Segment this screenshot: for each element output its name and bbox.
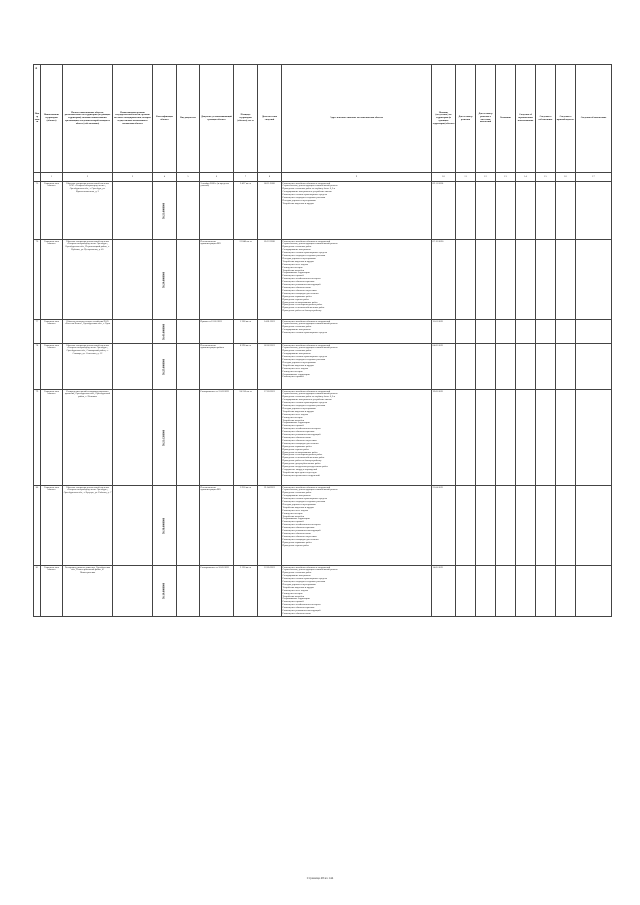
restriction-item: Посадка деревьев и кустарников	[282, 256, 316, 260]
restriction-item: Размещение хозяйственных построек	[282, 523, 321, 527]
empty-cell	[496, 240, 516, 320]
restriction-item: Размещение объектов энергетики	[282, 534, 317, 538]
restriction-item: Огораживание территории	[282, 271, 310, 275]
table-row	[34, 344, 612, 390]
authority-cell	[113, 182, 153, 240]
empty-cell	[576, 182, 612, 240]
restriction-item: Проведение дноуглубительных работ	[282, 462, 321, 466]
restriction-item: Складирование материалов и устройство свалок	[282, 190, 332, 194]
restriction-item: Размещение огородов и садовых участков	[282, 254, 326, 258]
cadastral-code: 56:38:0000000	[162, 517, 166, 534]
restriction-item: Размещение стоянок транспортных средств	[282, 193, 327, 197]
column-number: 10	[432, 173, 456, 182]
territory-name: Охранная зона объекта	[41, 320, 63, 344]
cadastral-code: 56:24:0000000	[162, 271, 166, 288]
empty-cell	[476, 240, 496, 320]
authority-cell	[113, 566, 153, 617]
empty-cell	[516, 486, 536, 566]
restriction-item: Размещение линейных объектов и сооружений	[282, 343, 331, 347]
empty-cell	[496, 344, 516, 390]
column-number: 9	[282, 173, 432, 182]
restriction-item: Размещение линейных объектов и сооружений	[282, 485, 331, 489]
restriction-item: Размещение огородов и садовых участков	[282, 404, 326, 408]
empty-cell	[496, 566, 516, 617]
page-footer: Страница 48 из 144	[306, 876, 334, 880]
restriction-item: Посадка деревьев и кустарников	[282, 198, 316, 202]
restriction-item: Проведение сельскохозяйственных работ	[282, 456, 325, 460]
cadastral-code: 56:25:0000000	[162, 358, 166, 375]
restriction-item: Проведение земляных работ на глубину более 0,3 м	[282, 395, 336, 399]
restriction-item: Проведение горных работ	[282, 447, 309, 451]
restrictions-list	[282, 566, 432, 617]
empty-cell	[536, 566, 556, 617]
restriction-item: Строительство, реконструкция и капитальный ремонт	[282, 392, 338, 396]
restriction-item: Размещение рекламных конструкций	[282, 529, 321, 533]
decision-date: 23.04.2021	[432, 486, 456, 566]
restriction-item: Размещение объектов связи	[282, 286, 311, 289]
restriction-item: Размещение объектов энергетики	[282, 288, 317, 292]
table-row	[34, 566, 612, 617]
object-description: Объекты газораспределительной системы «Газпром газораспределение Оренбург», Оренбургская обл., г. Бузулук, ул. Рабочая, д. 7	[63, 486, 113, 566]
territory-name: Охранная зона объекта	[41, 344, 63, 390]
restriction-item: Размещение стоянок транспортных средств	[282, 577, 327, 581]
restriction-item: Проведение геологоразведочных работ	[282, 303, 323, 307]
column-number: 3	[113, 173, 153, 182]
column-header: Сведения о правообладателе	[556, 65, 576, 173]
restriction-item: Проведение погрузочно-разгрузочных работ	[282, 465, 328, 469]
empty-cell	[536, 390, 556, 486]
decision-date: 19.03.2021	[432, 390, 456, 486]
column-header: Адрес или иное описание местоположения объекта	[282, 65, 432, 173]
column-number: 1	[41, 173, 63, 182]
empty-cell	[496, 320, 516, 344]
cadastral-code-cell	[153, 344, 177, 390]
column-header: Классификация объекта	[153, 65, 177, 173]
empty-cell	[516, 344, 536, 390]
restrictions-list	[282, 320, 432, 344]
record-number: 75	[34, 182, 41, 240]
boundary-document: Постановление администрации МО	[200, 240, 234, 320]
cadastral-code-cell	[153, 486, 177, 566]
restriction-item: Проведение горных работ	[282, 543, 309, 547]
restriction-item: Проведение геологоразведочных работ	[282, 453, 323, 457]
empty-cell	[576, 390, 612, 486]
empty-cell	[496, 182, 516, 240]
restriction-item: Устройство водоемов и прудов	[282, 409, 314, 413]
decision-date: 14.05.2021	[432, 566, 456, 617]
restriction-item: Проведение мелиоративных работ	[282, 450, 318, 454]
entry-date: 12.05.2021	[258, 566, 282, 617]
restriction-item: Размещение объектов торговли	[282, 430, 315, 434]
table-row	[34, 182, 612, 240]
restriction-item: Размещение линейных объектов и сооружений	[282, 181, 331, 185]
empty-cell	[516, 240, 536, 320]
restriction-item: Проведение мелиоративных работ	[282, 300, 318, 304]
restriction-item: Посадка деревьев и кустарников	[282, 360, 316, 364]
restriction-item: Складирование материалов	[282, 352, 311, 356]
column-number: 12	[476, 173, 496, 182]
restriction-item: Размещение стоянок транспортных средств	[282, 401, 327, 405]
empty-cell	[576, 566, 612, 617]
entry-date: 02.02.2021	[258, 344, 282, 390]
restriction-item: Размещение огородов и садовых участков	[282, 580, 326, 584]
territory-name: Охранная зона объекта	[41, 390, 63, 486]
empty-cell	[476, 182, 496, 240]
restriction-item: Размещение стоянок транспортных средств	[282, 497, 327, 501]
empty-cell	[536, 320, 556, 344]
restrictions-list	[282, 344, 432, 390]
record-number: 80	[34, 486, 41, 566]
table-row	[34, 240, 612, 320]
territory-name: Охранная зона объекта	[41, 182, 63, 240]
restriction-item: Устройство проездов и переездов	[282, 470, 317, 474]
column-header: Наименование территории (объекта)	[41, 65, 63, 173]
cadastral-code-cell	[153, 390, 177, 486]
column-number: 15	[536, 173, 556, 182]
restriction-item: Устройство водоемов и прудов	[282, 201, 314, 205]
restriction-item: Размещение рекламных конструкций	[282, 283, 321, 287]
empty-cell	[516, 182, 536, 240]
column-number-row	[34, 173, 612, 182]
empty-cell	[556, 486, 576, 566]
restriction-item: Посадка деревьев и кустарников	[282, 406, 316, 410]
restriction-item: Размещение мест отдыха	[282, 262, 309, 266]
boundary-document: Постановление администрации района	[200, 344, 234, 390]
record-number: 79	[34, 390, 41, 486]
restriction-item: Размещение хозяйственных построек	[282, 277, 321, 281]
column-number: 4	[153, 173, 177, 182]
doc-type-cell	[177, 182, 200, 240]
restrictions-list	[282, 182, 432, 240]
area-value: 12 840 кв. м	[234, 240, 258, 320]
restriction-item: Складирование материалов и устройство свалок	[282, 398, 332, 402]
record-number: 76	[34, 240, 41, 320]
restriction-item: Размещение стоянок транспортных средств	[282, 355, 327, 359]
restriction-item: Огораживание территории	[282, 372, 310, 376]
empty-cell	[556, 344, 576, 390]
column-number: 16	[556, 173, 576, 182]
empty-cell	[556, 566, 576, 617]
restriction-item: Размещение линейных объектов и сооружений	[282, 565, 331, 569]
empty-cell	[536, 344, 556, 390]
restriction-item: Размещение мест отдыха	[282, 412, 309, 416]
restriction-item: Размещение объектов энергетики	[282, 438, 317, 442]
object-description: Объекты газораспределительной системы ООО «Газпром газораспределение», Оренбургская обл., г. Оренбург, ул. Краснознаменная, д. 3	[63, 182, 113, 240]
restriction-item: Проведение взрывных работ	[282, 444, 312, 448]
restriction-item: Устройство погребов	[282, 268, 304, 272]
object-description: Объекты электросетевого хозяйства ПАО «Россети Волга», Оренбургская обл., г. Орск	[63, 320, 113, 344]
column-number: 6	[200, 173, 234, 182]
empty-cell	[476, 320, 496, 344]
entry-date: 14.01.2021	[258, 320, 282, 344]
table-row	[34, 320, 612, 344]
restriction-item: Устройство погребов	[282, 418, 304, 422]
restriction-item: Размещение гаражей	[282, 375, 304, 379]
authority-cell	[113, 320, 153, 344]
empty-cell	[576, 320, 612, 344]
column-header: Вид документа	[177, 65, 200, 173]
restriction-item: Размещение объектов торговли	[282, 280, 315, 284]
cadastral-code: 56:43:0000000	[162, 323, 166, 340]
restriction-item: Размещение временных сооружений	[282, 473, 320, 477]
restriction-item: Посадка деревьев и кустарников	[282, 502, 316, 506]
territory-name: Охранная зона объекта	[41, 566, 63, 617]
restriction-item: Размещение линейных объектов и сооружений	[282, 389, 331, 393]
decision-date: 04.02.2021	[432, 344, 456, 390]
area-value: 3 120 кв. м	[234, 566, 258, 617]
restriction-item: Огораживание территории	[282, 517, 310, 521]
restriction-item: Размещение стоянок транспортных средств	[282, 331, 327, 335]
empty-cell	[556, 182, 576, 240]
area-value: 8 390 кв. м	[234, 344, 258, 390]
empty-cell	[476, 486, 496, 566]
entry-date: 06.11.2020	[258, 182, 282, 240]
restriction-item: Проведение земляных работ	[282, 245, 312, 249]
table-row	[34, 486, 612, 566]
empty-cell	[516, 320, 536, 344]
register-table	[33, 64, 612, 617]
territory-name: Охранная зона объекта	[41, 240, 63, 320]
column-header: Наличие (отсутствие) на территории (в границах территории) объекта	[432, 65, 456, 173]
restriction-item: Размещение объектов торговли	[282, 606, 315, 610]
column-header: Основание	[496, 65, 516, 173]
restriction-item: Устройство водоемов и прудов	[282, 363, 314, 367]
empty-cell	[536, 182, 556, 240]
entry-date: 21.04.2021	[258, 486, 282, 566]
authority-cell	[113, 486, 153, 566]
restriction-item: Размещение мест отдыха	[282, 366, 309, 370]
empty-cell	[456, 566, 476, 617]
empty-cell	[456, 390, 476, 486]
restriction-item: Складирование материалов	[282, 574, 311, 578]
doc-type-cell	[177, 486, 200, 566]
restriction-item: Размещение стоянок транспортных средств	[282, 251, 327, 255]
empty-cell	[556, 240, 576, 320]
doc-type-cell	[177, 344, 200, 390]
restrictions-list	[282, 486, 432, 566]
empty-cell	[496, 390, 516, 486]
restriction-item: Размещение линейных объектов и сооружений	[282, 239, 331, 243]
restrictions-list	[282, 240, 432, 320]
restriction-item: Размещение огородов и садовых участков	[282, 196, 326, 200]
column-header: Сведения о собственнике	[536, 65, 556, 173]
territory-name: Охранная зона объекта	[41, 486, 63, 566]
restriction-item: Размещение огородов и садовых участков	[282, 358, 326, 362]
empty-cell	[456, 182, 476, 240]
doc-type-cell	[177, 390, 200, 486]
cadastral-code: 56:21:1200000	[162, 429, 166, 446]
column-number: 5	[177, 173, 200, 182]
restriction-item: Проведение земляных работ	[282, 325, 312, 329]
entry-date: 05.12.2020	[258, 240, 282, 320]
area-value: 1 266 кв. м	[234, 320, 258, 344]
boundary-document: 3 ноября 2020 г. (в пределах участка)	[200, 182, 234, 240]
column-header: Дата внесения сведений	[258, 65, 282, 173]
restriction-item: Размещение рекламных конструкций	[282, 433, 321, 437]
column-header: Сведения об ограничениях использования	[516, 65, 536, 173]
restriction-item: Размещение хозяйственных построек	[282, 427, 321, 431]
record-number: 78	[34, 344, 41, 390]
empty-cell	[536, 486, 556, 566]
empty-cell	[576, 486, 612, 566]
restriction-item: Разведение костров	[282, 511, 303, 515]
decision-date: 15.01.2021	[432, 320, 456, 344]
object-description: Объекты газораспределительной системы «Газпром газораспределение Оренбург», Оренбургская обл., Сакмарский район, с. Сакмара, ул. Советская, д. 12	[63, 344, 113, 390]
restriction-item: Проведение работ по благоустройству	[282, 459, 322, 463]
restriction-item: Огораживание территории	[282, 421, 310, 425]
restriction-item: Разведение костров	[282, 591, 303, 595]
restriction-item: Размещение линейных объектов и сооружений	[282, 319, 331, 323]
empty-cell	[556, 390, 576, 486]
object-description: Газопровод низкого давления, Оренбургская обл., Новосергиевский район, п. Новосергиевка	[63, 566, 113, 617]
column-header: Сведения об изменениях	[576, 65, 612, 173]
restriction-item: Строительство, реконструкция и капитальный ремонт	[282, 488, 338, 492]
empty-cell	[456, 486, 476, 566]
restriction-item: Разведение костров	[282, 415, 303, 419]
restriction-item: Разведение костров	[282, 369, 303, 373]
column-header: Документ, устанавливающий границы объекта	[200, 65, 234, 173]
restriction-item: Строительство, реконструкция и капитальный ремонт	[282, 568, 338, 572]
restriction-item: Строительство, реконструкция и капитальный ремонт	[282, 242, 338, 246]
restriction-item: Размещение объектов связи	[282, 436, 311, 439]
restriction-item: Строительство, реконструкция и капитальный ремонт	[282, 322, 338, 326]
restriction-item: Размещение мест отдыха	[282, 508, 309, 512]
restriction-item: Проведение горных работ	[282, 297, 309, 301]
empty-cell	[536, 240, 556, 320]
restriction-item: Строительство, реконструкция и капитальный ремонт	[282, 184, 338, 188]
authority-cell	[113, 240, 153, 320]
empty-cell	[476, 390, 496, 486]
record-number: 77	[34, 320, 41, 344]
area-value: 3 457 кв. м	[234, 182, 258, 240]
cadastral-code: 56:21:0000000	[162, 202, 166, 219]
restriction-item: Проведение взрывных работ	[282, 540, 312, 544]
column-number: 11	[456, 173, 476, 182]
area-value: 24 150 кв. м	[234, 390, 258, 486]
restriction-item: Размещение огородов и садовых участков	[282, 500, 326, 504]
table-row	[34, 390, 612, 486]
empty-cell	[476, 344, 496, 390]
empty-cell	[576, 344, 612, 390]
cadastral-code-cell	[153, 182, 177, 240]
restriction-item: Размещение площадок для стоянки	[282, 537, 319, 541]
column-header: Полное наименование объекта, расположенного на территории (в границах территории), включая наименование организации, в ведении которой находится объект (собственника)	[63, 65, 113, 173]
column-header: Номер записи	[34, 65, 41, 173]
restriction-item: Проведение земляных работ	[282, 491, 312, 495]
corner-label: А	[35, 66, 38, 70]
column-header: Дата и номер решения о внесении изменений	[476, 65, 496, 173]
column-number: 7	[234, 173, 258, 182]
column-number: 2	[63, 173, 113, 182]
doc-type-cell	[177, 566, 200, 617]
doc-type-cell	[177, 320, 200, 344]
empty-cell	[456, 344, 476, 390]
cadastral-code-cell	[153, 320, 177, 344]
restriction-item: Размещение объектов торговли	[282, 526, 315, 530]
restriction-item: Проведение работ по благоустройству	[282, 309, 322, 313]
authority-cell	[113, 344, 153, 390]
object-description: Распределительный газопровод высокого давления, Оренбургская обл., Оренбургский район, с. Нежинка	[63, 390, 113, 486]
empty-cell	[456, 320, 476, 344]
restriction-item: Устройство погребов	[282, 514, 304, 518]
object-description: Объекты газораспределительной системы «Газпром газораспределение Оренбург», Оренбургская обл., Переволоцкий район, с. Кубанка, ул. Центральная, д. 45	[63, 240, 113, 320]
restriction-item: Проведение взрывных работ	[282, 294, 312, 298]
restriction-item: Устройство погребов	[282, 594, 304, 598]
empty-cell	[516, 390, 536, 486]
restriction-item: Размещение гаражей	[282, 520, 304, 524]
restriction-item: Строительство, реконструкция и капитальный ремонт	[282, 346, 338, 350]
area-value: 5 910 кв. м	[234, 486, 258, 566]
restriction-item: Размещение хозяйственных построек	[282, 603, 321, 607]
restriction-item: Размещение рекламных конструкций	[282, 609, 321, 613]
boundary-document: Постановление администрации МО	[200, 486, 234, 566]
restriction-item: Устройство водоемов и прудов	[282, 585, 314, 589]
cadastral-code-cell	[153, 240, 177, 320]
record-number: 81	[34, 566, 41, 617]
doc-type-cell	[177, 240, 200, 320]
restriction-item: Складирование материалов	[282, 248, 311, 252]
restriction-item: Размещение гаражей	[282, 424, 304, 428]
restriction-item: Размещение площадок для стоянки	[282, 441, 319, 445]
restriction-item: Размещение гаражей	[282, 600, 304, 604]
restriction-item: Складирование материалов	[282, 494, 311, 498]
restriction-item: Размещение объектов связи	[282, 532, 311, 535]
authority-cell	[113, 390, 153, 486]
cadastral-code: 56:19:0000000	[162, 583, 166, 600]
restriction-item: Размещение гаражей	[282, 274, 304, 278]
decision-date: 07.12.2020	[432, 240, 456, 320]
column-header: Наименования органов государственной власти, органов местного самоуправления, которые осуществляют полномочия в отношении объекта	[113, 65, 153, 173]
boundary-document: Приказ от 12.01.2021	[200, 320, 234, 344]
empty-cell	[556, 320, 576, 344]
restriction-item: Посадка деревьев и кустарников	[282, 582, 316, 586]
restriction-item: Размещение мест отдыха	[282, 588, 309, 592]
restriction-item: Проведение земляных работ на глубину более 0,3 м	[282, 187, 336, 191]
empty-cell	[496, 486, 516, 566]
cadastral-code-cell	[153, 566, 177, 617]
column-number: 14	[516, 173, 536, 182]
restriction-item: Проведение земляных работ	[282, 571, 312, 575]
restriction-item: Складирование материалов	[282, 328, 311, 332]
empty-cell	[476, 566, 496, 617]
empty-cell	[576, 240, 612, 320]
empty-cell	[456, 240, 476, 320]
restriction-item: Проведение земляных работ	[282, 349, 312, 353]
restriction-item: Устройство водоемов и прудов	[282, 259, 314, 263]
restriction-item: Размещение площадок для стоянки	[282, 291, 319, 295]
boundary-document: Распоряжение от 15.03.2021	[200, 390, 234, 486]
restriction-item: Проведение сельскохозяйственных работ	[282, 306, 325, 310]
entry-date: 17.03.2021	[258, 390, 282, 486]
column-number: 8	[258, 173, 282, 182]
column-header: Площадь территории (объекта), кв. м	[234, 65, 258, 173]
restriction-item: Сооружение запруд и ограждений	[282, 467, 318, 471]
restrictions-list	[282, 390, 432, 486]
restriction-item: Размещение объектов связи	[282, 612, 311, 615]
restriction-item: Устройство водоемов и прудов	[282, 505, 314, 509]
boundary-document: Распоряжение от 10.05.2021	[200, 566, 234, 617]
restriction-item: Разведение костров	[282, 265, 303, 269]
decision-date: 09.11.2020	[432, 182, 456, 240]
empty-cell	[516, 566, 536, 617]
column-number: 17	[576, 173, 612, 182]
restriction-item: Огораживание территории	[282, 597, 310, 601]
table-header-row	[34, 65, 612, 173]
column-number-blank	[34, 173, 41, 182]
column-number: 13	[496, 173, 516, 182]
column-header: Дата и номер решения	[456, 65, 476, 173]
